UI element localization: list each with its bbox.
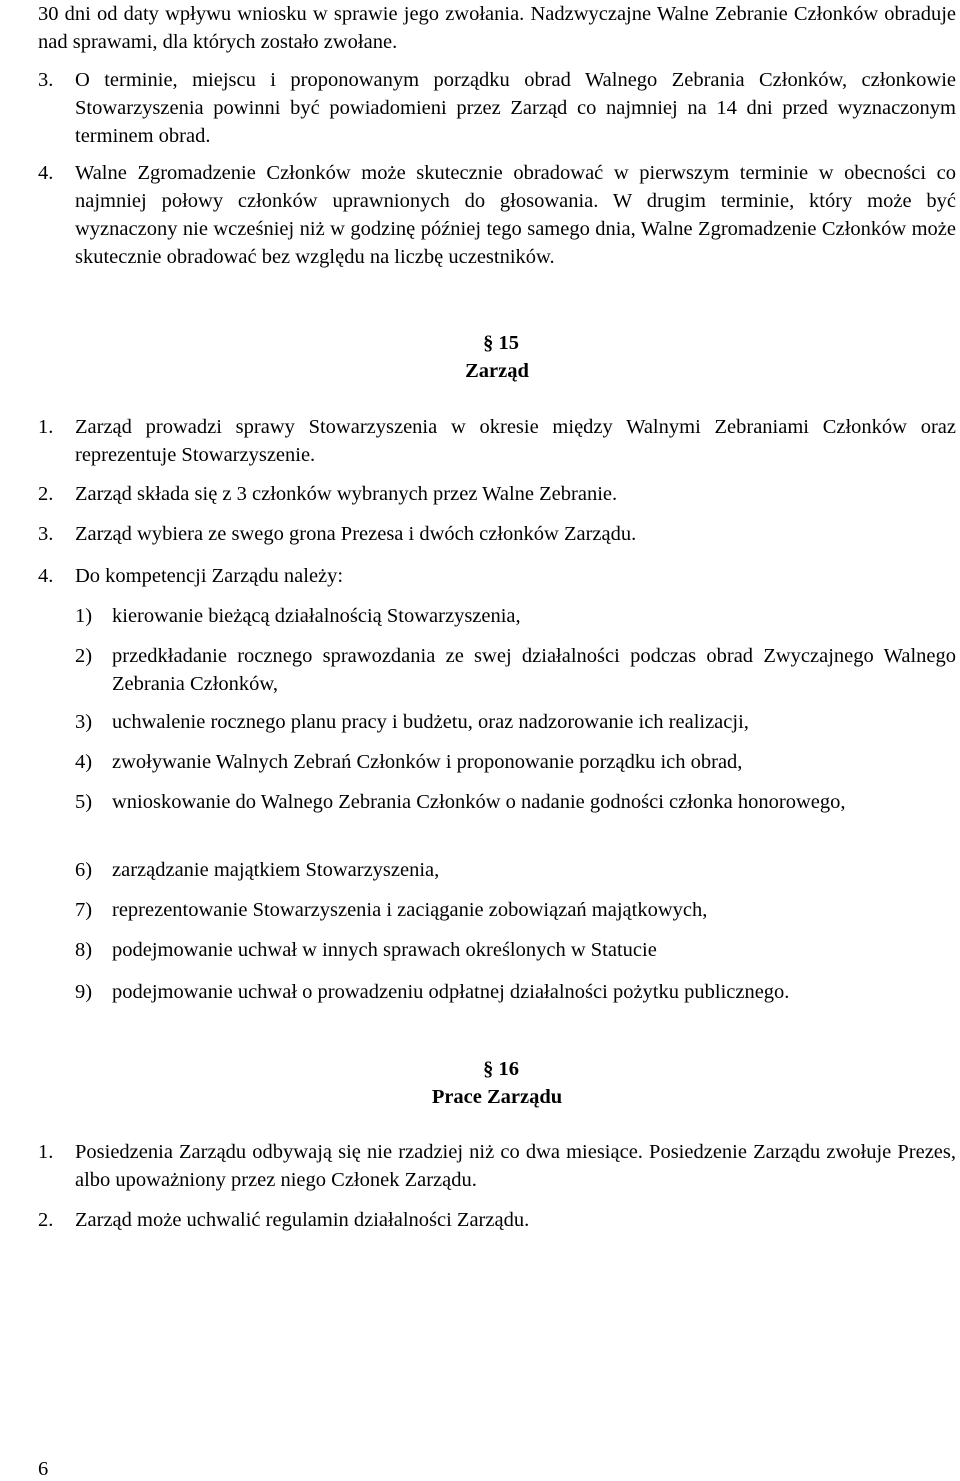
paragraph-text: 30 dni od daty wpływu wniosku w sprawie jego zwołania. Nadzwyczajne Walne Zebranie Członków obraduje nad sprawami, dla których zostało zwołane. [38, 3, 956, 53]
list-item-number: 2) [75, 645, 93, 667]
section-number: § 15 [483, 332, 519, 354]
section-title: Zarząd [465, 360, 529, 382]
list-item [75, 788, 956, 816]
paragraph-text: Posiedzenia Zarządu odbywają się nie rzadziej niż co dwa miesiące. Posiedzenie Zarządu zwołuje Prezes, albo upoważniony przez niego Członek Zarządu. [75, 1141, 956, 1191]
page-number: 6 [38, 1458, 49, 1480]
list-item [75, 978, 956, 1006]
section-number: § 16 [483, 1058, 519, 1080]
paragraph-text: Zarząd prowadzi sprawy Stowarzyszenia w okresie między Walnymi Zebraniami Członków oraz reprezentuje Stowarzyszenie. [75, 416, 956, 466]
list-item [75, 748, 956, 776]
paragraph-text: Zarząd może uchwalić regulamin działalności Zarządu. [75, 1209, 530, 1231]
paragraph-16-1 [38, 1138, 956, 1194]
list-item-number: 5) [75, 791, 93, 813]
paragraph-number: 4. [38, 162, 54, 184]
list-item-number: 7) [75, 899, 93, 921]
list-item-text: zarządzanie majątkiem Stowarzyszenia, [112, 859, 440, 881]
list-item-text: kierowanie bieżącą działalnością Stowarzyszenia, [112, 605, 521, 627]
list-item-number: 4) [75, 751, 93, 773]
list-item [75, 602, 956, 630]
paragraph-number: 2. [38, 1209, 54, 1231]
paragraph-text: Zarząd wybiera ze swego grona Prezesa i dwóch członków Zarządu. [75, 523, 637, 545]
list-item-text: przedkładanie rocznego sprawozdania ze swej działalności podczas obrad Zwyczajnego Walnego Zebrania Członków, [112, 645, 956, 695]
paragraph-16-2 [38, 1206, 956, 1234]
list-item-text: wnioskowanie do Walnego Zebrania Członków o nadanie godności członka honorowego, [112, 791, 846, 813]
list-item [75, 936, 956, 964]
paragraph-text: Walne Zgromadzenie Członków może skutecznie obradować w pierwszym terminie w obecności co najmniej połowy członków uprawnionych do głosowania. W drugim terminie, który może być wyznaczony nie wcześniej niż w godzinę później tego samego dnia, Walne Zgromadzenie Członków może skutecznie obradować bez względu na liczbę uczestników. [75, 162, 956, 268]
list-item-text: podejmowanie uchwał w innych sprawach określonych w Statucie [112, 939, 657, 961]
list-item-number: 9) [75, 981, 93, 1003]
paragraph-number: 3. [38, 523, 54, 545]
list-item [75, 856, 956, 884]
paragraph-15-4 [38, 562, 956, 590]
paragraph-text: Zarząd składa się z 3 członków wybranych przez Walne Zebranie. [75, 483, 618, 505]
list-item-number: 8) [75, 939, 93, 961]
list-item-text: reprezentowanie Stowarzyszenia i zaciąganie zobowiązań majątkowych, [112, 899, 708, 921]
paragraph-continuation [38, 0, 956, 56]
section-16-heading [0, 1055, 960, 1111]
paragraph-4 [38, 159, 956, 271]
paragraph-number: 1. [38, 416, 54, 438]
paragraph-number: 1. [38, 1141, 54, 1163]
paragraph-text: Do kompetencji Zarządu należy: [75, 565, 344, 587]
paragraph-number: 4. [38, 565, 54, 587]
paragraph-15-3 [38, 520, 956, 548]
list-item [75, 708, 956, 736]
section-title: Prace Zarządu [431, 1086, 563, 1108]
list-item [75, 642, 956, 698]
section-15-heading [0, 329, 960, 385]
paragraph-text: O terminie, miejscu i proponowanym porządku obrad Walnego Zebrania Członków, członkowie Stowarzyszenia powinni być powiadomieni przez Zarząd co najmniej na 14 dni przed wyznaczonym terminem obrad. [75, 69, 956, 147]
list-item [75, 896, 956, 924]
paragraph-number: 2. [38, 483, 54, 505]
list-item-text: podejmowanie uchwał o prowadzeniu odpłatnej działalności pożytku publicznego. [112, 981, 790, 1003]
list-item-number: 1) [75, 605, 93, 627]
list-item-text: uchwalenie rocznego planu pracy i budżetu, oraz nadzorowanie ich realizacji, [112, 711, 749, 733]
paragraph-number: 3. [38, 69, 54, 91]
list-item-text: zwoływanie Walnych Zebrań Członków i proponowanie porządku ich obrad, [112, 751, 743, 773]
paragraph-15-2 [38, 480, 956, 508]
list-item-number: 3) [75, 711, 93, 733]
list-item-number: 6) [75, 859, 93, 881]
paragraph-3 [38, 66, 956, 150]
paragraph-15-1 [38, 413, 956, 469]
